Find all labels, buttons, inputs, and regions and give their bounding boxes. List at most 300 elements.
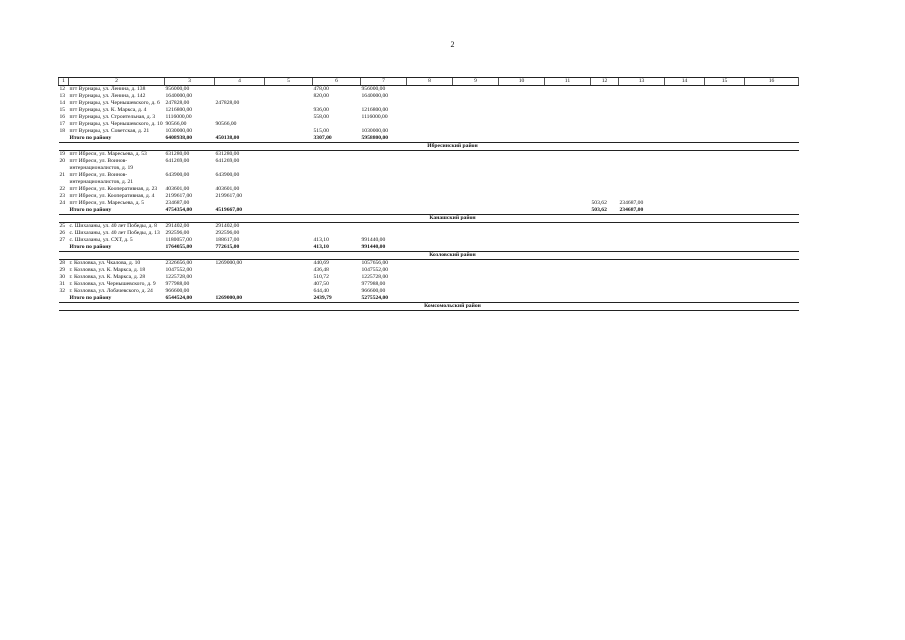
empty-cell <box>499 193 545 200</box>
empty-cell <box>407 237 453 244</box>
empty-cell <box>705 260 745 268</box>
column-13-cell <box>619 260 665 268</box>
empty-cell <box>665 274 705 281</box>
empty-cell <box>745 114 799 121</box>
empty-cell <box>407 230 453 237</box>
empty-cell <box>407 288 453 295</box>
empty-cell <box>745 186 799 193</box>
empty-cell <box>265 260 313 268</box>
column-7-cell <box>361 172 407 186</box>
empty-cell <box>499 135 545 143</box>
empty-cell <box>545 128 591 135</box>
column-13-cell <box>619 128 665 135</box>
address-cell: пгт Ибреси, ул. Маресьева, д. 53 <box>69 151 147 157</box>
area-cell <box>313 200 361 207</box>
empty-cell <box>705 193 745 200</box>
column-number-cell: 8 <box>407 78 453 86</box>
empty-cell <box>265 230 313 237</box>
column-13-cell <box>619 244 665 252</box>
address-cell: пгт Вурнары, ул. Строительная, д. 3 <box>69 114 156 120</box>
empty-cell <box>499 274 545 281</box>
empty-cell <box>499 114 545 121</box>
empty-cell <box>407 158 453 172</box>
empty-cell <box>265 288 313 295</box>
table-row <box>59 86 799 94</box>
empty-cell <box>665 288 705 295</box>
empty-cell <box>705 121 745 128</box>
table-row <box>59 267 799 274</box>
empty-cell <box>705 267 745 274</box>
empty-cell <box>407 107 453 114</box>
column-7-cell <box>361 121 407 128</box>
empty-cell <box>545 114 591 121</box>
table-row <box>59 223 799 231</box>
empty-cell <box>705 274 745 281</box>
empty-cell <box>705 281 745 288</box>
table-row <box>59 186 799 193</box>
empty-cell <box>453 128 499 135</box>
column-4-cell <box>215 128 265 135</box>
table-row <box>59 274 799 281</box>
row-number: 17 <box>59 121 66 127</box>
row-number: 25 <box>59 223 66 229</box>
row-number: 29 <box>59 267 66 273</box>
column-number-cell: 11 <box>545 78 591 86</box>
empty-cell <box>545 207 591 215</box>
row-number: 22 <box>59 186 66 192</box>
empty-cell <box>59 143 361 151</box>
empty-cell <box>499 107 545 114</box>
district-header-row <box>59 303 799 311</box>
empty-cell <box>265 267 313 274</box>
column-13-cell <box>619 107 665 114</box>
column-12-cell <box>591 244 619 252</box>
row-number: 23 <box>59 193 66 199</box>
empty-cell <box>407 100 453 107</box>
empty-cell <box>453 295 499 303</box>
total-cost-cell: 1640000,00 <box>165 93 193 99</box>
column-13-cell <box>619 288 665 295</box>
area-cell <box>313 172 361 186</box>
empty-cell <box>665 281 705 288</box>
table-row <box>59 158 799 172</box>
column-4-cell: 772615,00 <box>215 244 265 252</box>
empty-cell <box>705 237 745 244</box>
empty-cell <box>59 244 69 252</box>
row-number: 31 <box>59 281 66 287</box>
empty-cell <box>665 230 705 237</box>
column-4-cell: 403601,00 <box>215 186 240 192</box>
district-name: Козловский район <box>361 252 545 260</box>
empty-cell <box>265 223 313 231</box>
column-13-cell <box>619 100 665 107</box>
table-row <box>59 230 799 237</box>
empty-cell <box>453 237 499 244</box>
empty-cell <box>499 200 545 207</box>
total-cost-cell: 403601,00 <box>165 186 190 192</box>
row-number: 20 <box>59 158 66 164</box>
empty-cell <box>745 193 799 200</box>
column-13-cell <box>619 237 665 244</box>
total-cost-cell: 6544524,00 <box>165 295 215 303</box>
district-name: Ибресинский район <box>361 143 545 151</box>
column-12-cell <box>591 151 619 159</box>
table-row <box>59 128 799 135</box>
table-row <box>59 151 799 159</box>
column-7-cell: 5958800,00 <box>361 135 407 143</box>
column-4-cell: 2199617,00 <box>215 193 243 199</box>
column-number-cell: 5 <box>265 78 313 86</box>
empty-cell <box>665 135 705 143</box>
empty-cell <box>407 260 453 268</box>
empty-cell <box>665 237 705 244</box>
column-12-cell <box>591 114 619 121</box>
empty-cell <box>59 295 69 303</box>
empty-cell <box>453 200 499 207</box>
empty-cell <box>745 260 799 268</box>
area-cell <box>313 158 361 172</box>
empty-cell <box>499 281 545 288</box>
empty-cell <box>265 244 313 252</box>
empty-cell <box>499 93 545 100</box>
column-4-cell: 291402,00 <box>215 223 240 229</box>
empty-cell <box>453 114 499 121</box>
empty-cell <box>407 135 453 143</box>
column-number-cell: 10 <box>499 78 545 86</box>
column-13-cell <box>619 274 665 281</box>
area-cell: 407,50 <box>313 281 329 287</box>
empty-cell <box>59 252 361 260</box>
total-cost-cell: 1764055,00 <box>165 244 215 252</box>
table-row <box>59 121 799 128</box>
empty-cell <box>453 267 499 274</box>
column-12-cell <box>591 135 619 143</box>
empty-cell <box>705 107 745 114</box>
empty-cell <box>265 281 313 288</box>
column-4-cell <box>215 86 265 94</box>
empty-cell <box>499 223 545 231</box>
empty-cell <box>453 207 499 215</box>
empty-cell <box>545 135 591 143</box>
empty-cell <box>545 158 591 172</box>
address-cell: пгт Ибреси, ул. Воинов-интернационалистов, д. 21 <box>69 172 134 185</box>
empty-cell <box>745 100 799 107</box>
row-number: 12 <box>59 86 66 92</box>
empty-cell <box>745 223 799 231</box>
column-7-cell: 1057656,00 <box>361 260 389 266</box>
column-12-cell <box>591 295 619 303</box>
column-12-cell <box>591 172 619 186</box>
column-13-cell <box>619 93 665 100</box>
empty-cell <box>453 230 499 237</box>
empty-cell <box>545 281 591 288</box>
empty-cell <box>745 274 799 281</box>
empty-cell <box>265 107 313 114</box>
total-cost-cell: 631280,00 <box>165 151 190 157</box>
column-number-cell: 2 <box>69 78 165 86</box>
empty-cell <box>453 172 499 186</box>
total-cost-cell: 643900,00 <box>165 172 190 178</box>
column-12-cell <box>591 281 619 288</box>
empty-cell <box>265 100 313 107</box>
column-7-cell: 956000,00 <box>361 86 386 92</box>
empty-cell <box>453 135 499 143</box>
empty-cell <box>407 223 453 231</box>
empty-cell <box>407 93 453 100</box>
page-number: 2 <box>450 40 455 49</box>
empty-cell <box>545 200 591 207</box>
address-cell: пгт Вурнары, ул. Советская, д. 21 <box>69 128 150 134</box>
empty-cell <box>545 288 591 295</box>
column-12-cell <box>591 274 619 281</box>
empty-cell <box>545 215 799 223</box>
empty-cell <box>665 93 705 100</box>
empty-cell <box>265 172 313 186</box>
total-cost-cell: 2326656,00 <box>165 260 193 266</box>
empty-cell <box>545 274 591 281</box>
column-7-cell: 1047552,00 <box>361 267 389 273</box>
empty-cell <box>453 260 499 268</box>
empty-cell <box>705 135 745 143</box>
empty-cell <box>545 93 591 100</box>
column-13-cell: 234687,00 <box>619 200 644 206</box>
total-cost-cell: 1030000,00 <box>165 128 193 134</box>
empty-cell <box>499 100 545 107</box>
empty-cell <box>499 207 545 215</box>
empty-cell <box>545 237 591 244</box>
empty-cell <box>545 172 591 186</box>
empty-cell <box>453 193 499 200</box>
empty-cell <box>665 100 705 107</box>
empty-cell <box>745 230 799 237</box>
column-4-cell <box>215 114 265 121</box>
total-cost-cell: 1047552,00 <box>165 267 193 273</box>
empty-cell <box>745 281 799 288</box>
empty-cell <box>545 193 591 200</box>
empty-cell <box>705 172 745 186</box>
empty-cell <box>705 158 745 172</box>
empty-cell <box>745 135 799 143</box>
address-cell: г. Козловка, ул. К. Маркса, д. 18 <box>69 267 146 273</box>
empty-cell <box>705 100 745 107</box>
empty-cell <box>499 288 545 295</box>
empty-cell <box>265 86 313 94</box>
empty-cell <box>453 151 499 159</box>
area-cell: 436,48 <box>313 267 329 273</box>
empty-cell <box>407 128 453 135</box>
empty-cell <box>453 100 499 107</box>
empty-cell <box>59 207 69 215</box>
column-12-cell <box>591 128 619 135</box>
empty-cell <box>499 267 545 274</box>
empty-cell <box>499 260 545 268</box>
column-13-cell <box>619 135 665 143</box>
empty-cell <box>745 121 799 128</box>
empty-cell <box>453 121 499 128</box>
column-7-cell: 1216800,00 <box>361 107 389 113</box>
total-label: Итого по району <box>69 207 165 215</box>
empty-cell <box>407 295 453 303</box>
address-cell: пгт Вурнары, ул. Ленина, д. 138 <box>69 86 146 92</box>
column-12-cell <box>591 193 619 200</box>
total-cost-cell: 2199617,00 <box>165 193 193 199</box>
empty-cell <box>665 260 705 268</box>
column-12-cell: 503,62 <box>591 200 607 206</box>
row-number: 16 <box>59 114 66 120</box>
empty-cell <box>745 267 799 274</box>
district-total-row <box>59 207 799 215</box>
row-number: 24 <box>59 200 66 206</box>
column-7-cell: 966600,00 <box>361 288 386 294</box>
column-number-cell: 7 <box>361 78 407 86</box>
empty-cell <box>545 143 799 151</box>
column-number-cell: 16 <box>745 78 799 86</box>
area-cell: 2439,79 <box>313 295 361 303</box>
district-header-row <box>59 143 799 151</box>
area-cell <box>313 100 361 107</box>
empty-cell <box>407 281 453 288</box>
empty-cell <box>545 252 799 260</box>
table-row <box>59 281 799 288</box>
empty-cell <box>265 114 313 121</box>
column-12-cell <box>591 100 619 107</box>
area-cell <box>313 151 361 159</box>
empty-cell <box>453 158 499 172</box>
empty-cell <box>453 288 499 295</box>
column-number-cell: 4 <box>215 78 265 86</box>
empty-cell <box>665 107 705 114</box>
address-cell: пгт Вурнары, ул. К. Маркса, д. 4 <box>69 107 147 113</box>
district-total-row <box>59 244 799 252</box>
empty-cell <box>705 288 745 295</box>
empty-cell <box>745 158 799 172</box>
district-total-row <box>59 295 799 303</box>
column-number-cell: 13 <box>619 78 665 86</box>
column-4-cell <box>215 200 265 207</box>
empty-cell <box>665 267 705 274</box>
empty-cell <box>745 200 799 207</box>
address-cell: с. Шихазаны, ул. 40 лет Победы, д. 8 <box>69 223 157 229</box>
address-cell: пгт Ибреси, ул. Маресьева, д. 5 <box>69 200 145 206</box>
total-cost-cell: 6408938,00 <box>165 135 215 143</box>
column-number-cell: 9 <box>453 78 499 86</box>
column-13-cell <box>619 86 665 94</box>
empty-cell <box>265 186 313 193</box>
area-cell: 644,40 <box>313 288 329 294</box>
empty-cell <box>499 244 545 252</box>
empty-cell <box>705 207 745 215</box>
column-4-cell <box>215 274 265 281</box>
empty-cell <box>265 193 313 200</box>
column-4-cell <box>215 107 265 114</box>
table-row <box>59 260 799 268</box>
column-12-cell <box>591 267 619 274</box>
area-cell: 440,69 <box>313 260 329 266</box>
empty-cell <box>745 93 799 100</box>
column-7-cell <box>361 151 407 159</box>
column-7-cell <box>361 100 407 107</box>
table-row <box>59 237 799 244</box>
column-12-cell <box>591 121 619 128</box>
empty-cell <box>407 186 453 193</box>
empty-cell <box>545 260 591 268</box>
empty-cell <box>705 223 745 231</box>
total-cost-cell: 234687,00 <box>165 200 190 206</box>
table-row <box>59 193 799 200</box>
empty-cell <box>59 135 69 143</box>
total-cost-cell: 1180057,00 <box>165 237 192 243</box>
row-number: 19 <box>59 151 66 157</box>
row-number: 27 <box>59 237 66 243</box>
column-number-cell: 3 <box>165 78 215 86</box>
area-cell: 510,72 <box>313 274 329 280</box>
empty-cell <box>545 151 591 159</box>
row-number: 32 <box>59 288 66 294</box>
row-number: 30 <box>59 274 66 280</box>
empty-cell <box>545 100 591 107</box>
column-13-cell <box>619 193 665 200</box>
column-4-cell <box>215 267 265 274</box>
empty-cell <box>407 207 453 215</box>
empty-cell <box>665 223 705 231</box>
empty-cell <box>453 93 499 100</box>
column-4-cell: 188617,00 <box>215 237 240 243</box>
empty-cell <box>265 151 313 159</box>
address-cell: г. Козловка, ул. Чкалова, д. 10 <box>69 260 141 266</box>
empty-cell <box>265 207 313 215</box>
table-row <box>59 172 799 186</box>
empty-cell <box>745 244 799 252</box>
empty-cell <box>705 200 745 207</box>
column-12-cell <box>591 158 619 172</box>
area-cell: 820,00 <box>313 93 329 99</box>
row-number: 28 <box>59 260 66 266</box>
total-cost-cell: 1116000,00 <box>165 114 192 120</box>
column-4-cell: 450138,00 <box>215 135 265 143</box>
empty-cell <box>705 151 745 159</box>
area-cell <box>313 230 361 237</box>
column-7-cell: 1030000,00 <box>361 128 389 134</box>
column-number-cell: 14 <box>665 78 705 86</box>
empty-cell <box>705 86 745 94</box>
empty-cell <box>499 237 545 244</box>
column-7-cell: 5275524,00 <box>361 295 407 303</box>
area-cell <box>313 223 361 231</box>
empty-cell <box>545 303 799 311</box>
column-13-cell <box>619 114 665 121</box>
empty-cell <box>545 223 591 231</box>
table-row <box>59 100 799 107</box>
empty-cell <box>407 274 453 281</box>
table-row <box>59 114 799 121</box>
column-7-cell <box>361 200 407 207</box>
empty-cell <box>705 128 745 135</box>
empty-cell <box>407 172 453 186</box>
column-13-cell: 234687,00 <box>619 207 665 215</box>
empty-cell <box>545 267 591 274</box>
column-7-cell: 977988,00 <box>361 281 386 287</box>
column-4-cell: 247828,00 <box>215 100 240 106</box>
empty-cell <box>499 172 545 186</box>
empty-cell <box>665 172 705 186</box>
column-13-cell <box>619 186 665 193</box>
area-cell: 3307,00 <box>313 135 361 143</box>
empty-cell <box>665 158 705 172</box>
empty-cell <box>453 274 499 281</box>
area-cell: 478,00 <box>313 86 329 92</box>
column-number-cell: 1 <box>59 78 69 86</box>
empty-cell <box>265 121 313 128</box>
